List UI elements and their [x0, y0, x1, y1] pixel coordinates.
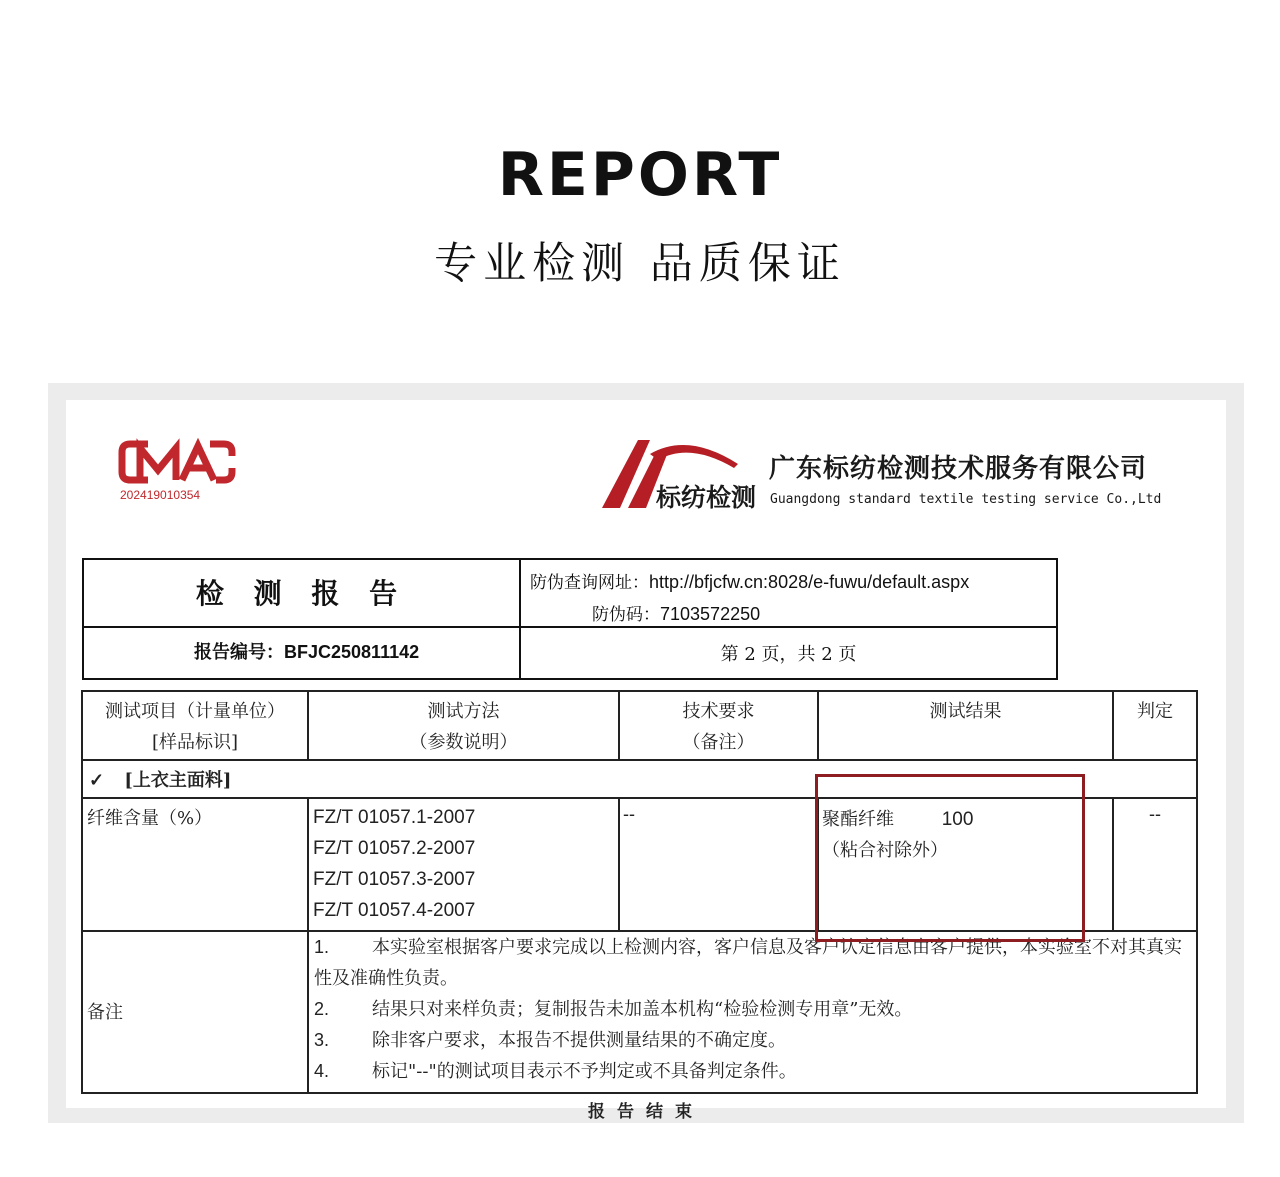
- header-result: [819, 696, 1112, 727]
- report-title: 检 测 报 告: [195, 577, 408, 610]
- result-note: （粘合衬除外）: [822, 840, 948, 861]
- cma-number: 202419010354: [120, 488, 201, 502]
- company-name-en: Guangdong standard textile testing service Co.,Ltd: [770, 492, 1162, 507]
- result-value: 100: [941, 809, 974, 830]
- notes-list: [314, 932, 1194, 1087]
- header-test-method: [309, 696, 618, 758]
- method-2: FZ/T 01057.2-2007: [313, 838, 476, 859]
- section-row: [89, 766, 231, 792]
- method-1: FZ/T 01057.1-2007: [313, 807, 476, 828]
- row-item: 纤维含量（%）: [87, 808, 213, 829]
- report-end-text: 报告结束: [588, 1102, 704, 1122]
- header-requirement-line1: 技术要求: [682, 701, 755, 722]
- row-methods: [313, 802, 475, 926]
- hero-title: REPORT: [497, 140, 783, 210]
- anti-fake-url-value[interactable]: http://bfjcfw.cn:8028/e-fuwu/default.aspx: [649, 572, 970, 592]
- notes-label: 备注: [87, 1002, 123, 1023]
- page-indicator: 第 2 页，共 2 页: [720, 644, 857, 665]
- row-requirement: --: [623, 804, 635, 824]
- company-mark-text: 标纺检测: [656, 483, 757, 512]
- section-label: [上衣主面料]: [124, 770, 232, 791]
- header-test-method-line1: 测试方法: [427, 701, 500, 722]
- report-number-value: BFJC250811142: [284, 642, 420, 662]
- header-judgement-line1: 判定: [1137, 701, 1173, 722]
- note-item: 4. 标记"--"的测试项目表示不予判定或不具备判定条件。: [314, 1061, 797, 1082]
- hero-subtitle: 专业检测 品质保证: [434, 239, 846, 289]
- note-item: 3. 除非客户要求，本报告不提供测量结果的不确定度。: [314, 1030, 786, 1051]
- anti-fake-code-label: 防伪码：: [592, 605, 660, 625]
- result-fiber: 聚酯纤维: [822, 809, 894, 830]
- header-result-line1: 测试结果: [929, 701, 1002, 722]
- header-test-item-line2: [样品标识]: [151, 732, 239, 753]
- note-item: 2. 结果只对来样负责；复制报告未加盖本机构“检验检测专用章”无效。: [314, 999, 913, 1020]
- anti-fake-code: [592, 600, 760, 625]
- report-header-box: [82, 558, 1058, 680]
- header-test-item: [83, 696, 307, 758]
- header-requirement-line2: （备注）: [682, 732, 755, 753]
- note-item: 1. 本实验室根据客户要求完成以上检测内容，客户信息及客户认定信息由客户提供，本实验室不对其真实性及准确性负责。: [314, 937, 1182, 989]
- anti-fake-url-label: 防伪查询网址：: [530, 573, 649, 593]
- method-3: FZ/T 01057.3-2007: [313, 869, 476, 890]
- header-test-method-line2: （参数说明）: [409, 732, 518, 753]
- check-icon: ✓: [89, 770, 105, 791]
- anti-fake-url: [530, 568, 969, 593]
- header-test-item-line1: 测试项目（计量单位）: [105, 701, 285, 722]
- row-judgement: --: [1149, 804, 1161, 824]
- header-judgement: [1114, 696, 1196, 727]
- anti-fake-code-value: 7103572250: [660, 604, 761, 624]
- report-number: [194, 638, 419, 664]
- method-4: FZ/T 01057.4-2007: [313, 900, 476, 921]
- company-name-cn: 广东标纺检测技术服务有限公司: [769, 454, 1148, 484]
- report-number-label: 报告编号：: [194, 642, 284, 662]
- result-highlight-box: [815, 774, 1085, 942]
- header-divider-horizontal: [84, 626, 1056, 628]
- report-sheet: [66, 400, 1226, 1122]
- header-requirement: [620, 696, 817, 758]
- company-logo-icon: [598, 434, 758, 514]
